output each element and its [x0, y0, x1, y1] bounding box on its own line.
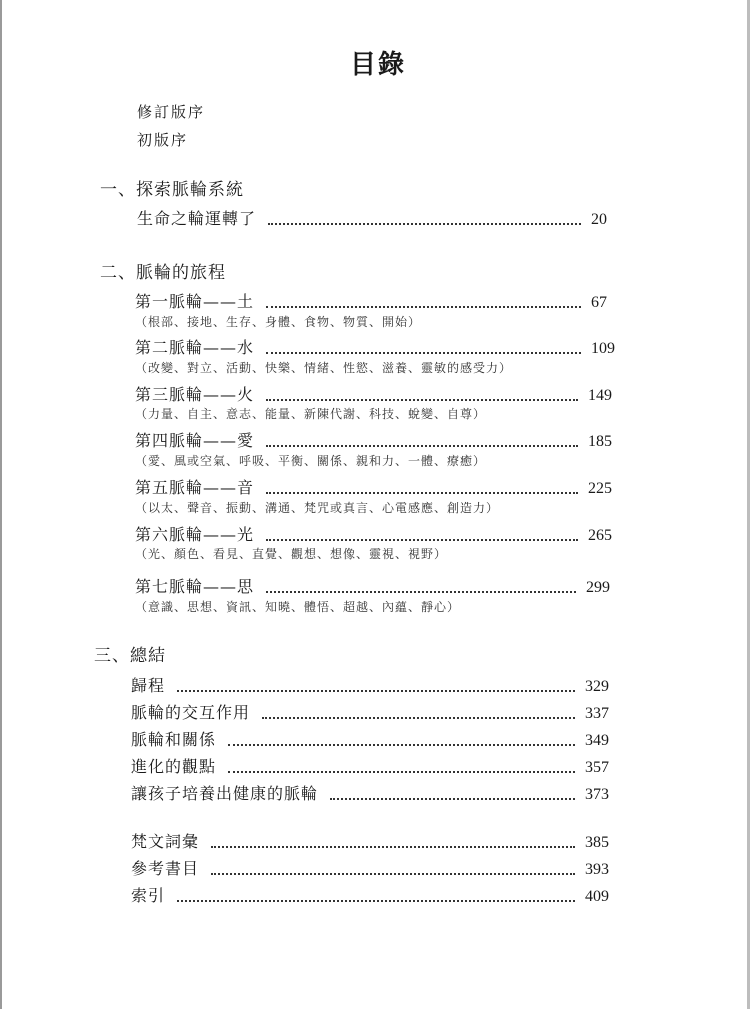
entry-label: 第四脈輪——愛: [135, 431, 255, 450]
dot-leader: [266, 445, 578, 447]
toc-entry: [137, 206, 607, 229]
entry-label: 第二脈輪——水: [135, 338, 255, 357]
entry-label: 讓孩子培養出健康的脈輪: [131, 784, 319, 803]
dot-leader: [177, 900, 575, 902]
entry-page: 373: [585, 786, 609, 803]
entry-page: 265: [588, 527, 612, 544]
toc-entry: [135, 475, 612, 498]
toc-entry: [131, 829, 609, 852]
entry-label: 參考書目: [131, 859, 200, 878]
toc-entry: [131, 856, 609, 879]
toc-entry: [131, 781, 609, 804]
entry-label: 梵文詞彙: [131, 832, 200, 851]
entry-page: 393: [585, 861, 609, 878]
toc-entry: [131, 883, 609, 906]
section-heading-summary: 三、總結: [94, 646, 166, 666]
entry-label: 脈輪和關係: [131, 730, 217, 749]
toc-entry: [135, 574, 610, 597]
entry-keywords: （光、顏色、看見、直覺、觀想、想像、靈視、視野）: [135, 547, 448, 561]
entry-label: 歸程: [131, 676, 166, 695]
dot-leader: [330, 798, 575, 800]
dot-leader: [211, 846, 575, 848]
entry-page: 349: [585, 732, 609, 749]
entry-label: 索引: [131, 886, 166, 905]
section-heading-explore: 一、探索脈輪系統: [100, 180, 244, 200]
entry-page: 67: [591, 294, 607, 311]
entry-label: 生命之輪運轉了: [137, 209, 257, 228]
entry-page: 20: [591, 211, 607, 228]
dot-leader: [266, 591, 576, 593]
toc-entry: [135, 428, 612, 451]
dot-leader: [266, 352, 581, 354]
entry-page: 357: [585, 759, 609, 776]
entry-label: 第六脈輪——光: [135, 525, 255, 544]
entry-keywords: （以太、聲音、振動、溝通、梵咒或真言、心電感應、創造力）: [135, 501, 500, 515]
toc-entry: [131, 727, 609, 750]
entry-page: 299: [586, 579, 610, 596]
entry-label: 第五脈輪——音: [135, 478, 255, 497]
entry-page: 149: [588, 387, 612, 404]
entry-page: 385: [585, 834, 609, 851]
dot-leader: [262, 717, 575, 719]
dot-leader: [266, 492, 578, 494]
toc-entry: [135, 382, 612, 405]
entry-label: 第七脈輪——思: [135, 577, 255, 596]
dot-leader: [266, 539, 578, 541]
toc-entry: [135, 289, 607, 312]
page-title: 目錄: [350, 50, 407, 80]
page-edge-left: [0, 0, 2, 1009]
toc-entry: [131, 754, 609, 777]
toc-entry: [135, 522, 612, 545]
entry-keywords: （意識、思想、資訊、知曉、體悟、超越、內蘊、靜心）: [135, 600, 461, 614]
entry-label: 第一脈輪——土: [135, 292, 255, 311]
preface-first: 初版序: [137, 131, 189, 149]
dot-leader: [177, 690, 575, 692]
dot-leader: [211, 873, 575, 875]
entry-label: 第三脈輪——火: [135, 385, 255, 404]
dot-leader: [228, 771, 575, 773]
dot-leader: [268, 223, 581, 225]
toc-entry: [131, 700, 609, 723]
entry-keywords: （愛、風或空氣、呼吸、平衡、關係、親和力、一體、療癒）: [135, 454, 487, 468]
entry-keywords: （改變、對立、活動、快樂、情緒、性慾、滋養、靈敏的感受力）: [135, 361, 513, 375]
preface-revised: 修訂版序: [137, 103, 206, 121]
dot-leader: [266, 306, 581, 308]
dot-leader: [228, 744, 575, 746]
entry-page: 329: [585, 678, 609, 695]
entry-page: 409: [585, 888, 609, 905]
dot-leader: [266, 399, 578, 401]
entry-page: 109: [591, 340, 615, 357]
section-heading-journey: 二、脈輪的旅程: [100, 263, 226, 283]
entry-label: 進化的觀點: [131, 757, 217, 776]
entry-keywords: （根部、接地、生存、身體、食物、物質、開始）: [135, 315, 422, 329]
toc-entry: [135, 335, 615, 358]
entry-page: 337: [585, 705, 609, 722]
entry-page: 225: [588, 480, 612, 497]
entry-keywords: （力量、自主、意志、能量、新陳代謝、科技、蛻變、自尊）: [135, 407, 487, 421]
entry-label: 脈輪的交互作用: [131, 703, 251, 722]
toc-entry: [131, 673, 609, 696]
entry-page: 185: [588, 433, 612, 450]
